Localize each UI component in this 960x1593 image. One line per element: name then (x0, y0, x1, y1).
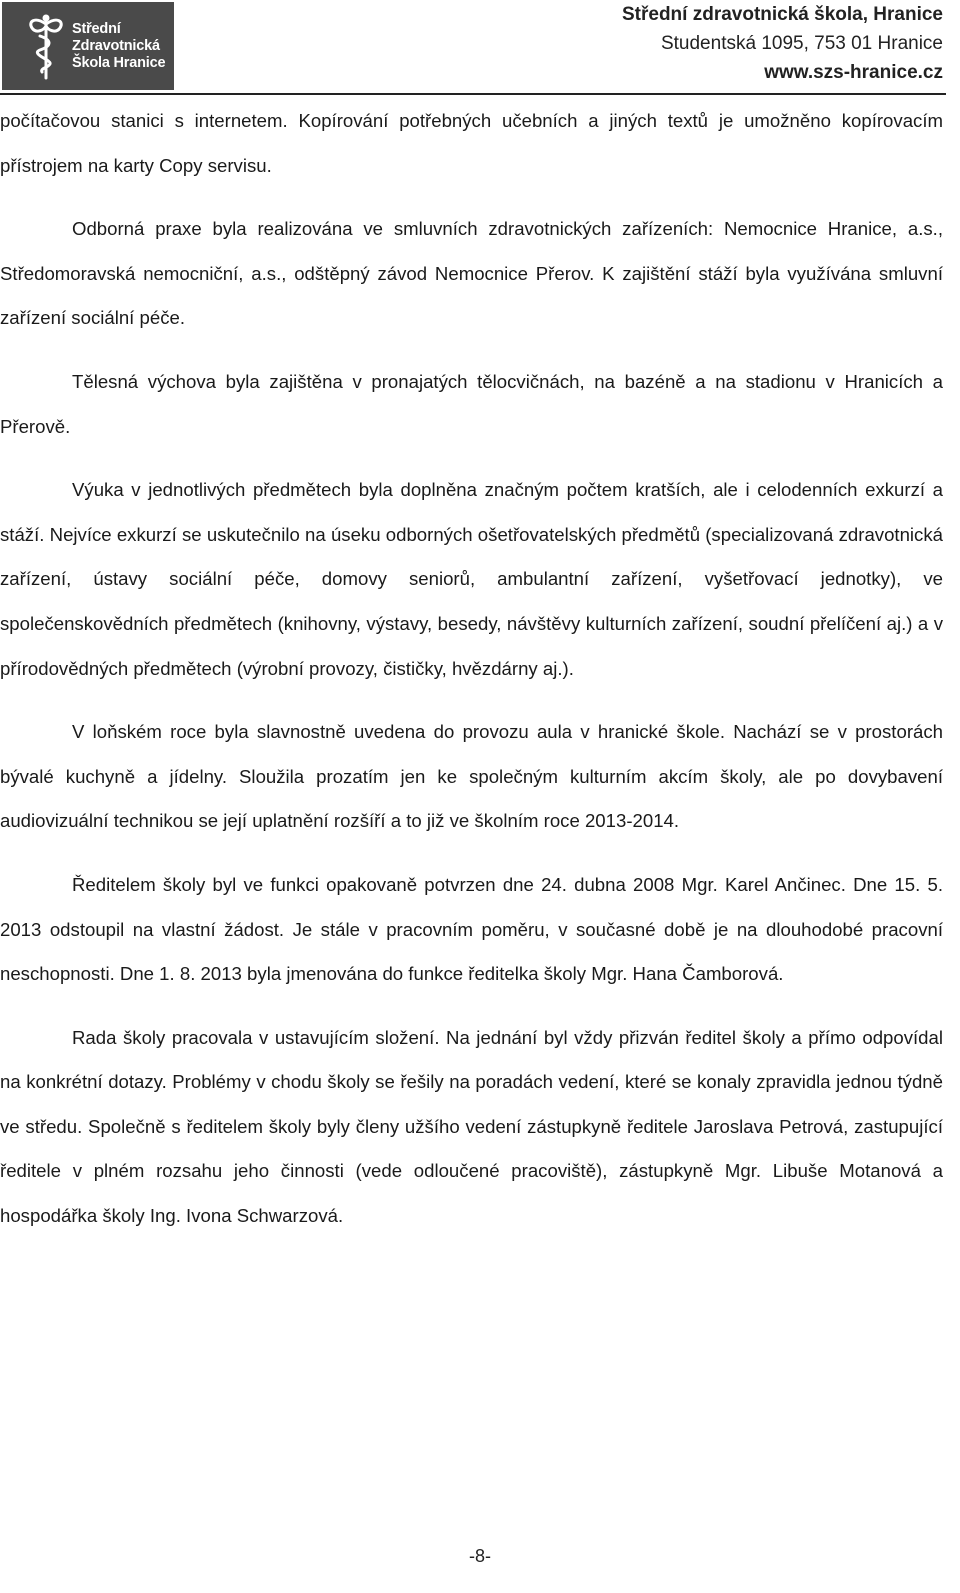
caduceus-icon (26, 10, 66, 82)
logo-line: Zdravotnická (72, 37, 160, 54)
paragraph-school-board: Rada školy pracovala v ustavujícím složení. Na jednání byl vždy přizván ředitel školy a přímo odpovídal na konkrétní dotazy. Problémy v chodu školy se řešily na poradách vedení, které se konaly zpravidla jednou týdně ve středu. Společně s ředitelem školy byly členy užšího vedení zástupkyně ředitele Jaroslava Petrová, zastupující ředitele v plném rozsahu jeho činnosti (vede odloučené pracoviště), zástupkyně Mgr. Libuše Motanová a hospodářka školy Ing. Ivona Schwarzová. (0, 1026, 943, 1227)
school-logo (2, 2, 174, 90)
school-contact-info (622, 0, 943, 87)
paragraph-physical-education: Tělesná výchova byla zajištěna v pronajatých tělocvičnách, na bazéně a na stadionu v Hranicích a Přerově. (0, 370, 943, 437)
school-name: Střední zdravotnická škola, Hranice (621, 4, 943, 25)
paragraph-aula: V loňském roce byla slavnostně uvedena do provozu aula v hranické škole. Nachází se v prostorách bývalé kuchyně a jídelny. Sloužila prozatím jen ke společným kulturním akcím školy, ale po dovybavení audiovizuální technikou se její uplatnění rozšíří a to již ve školním roce 2013-2014. (0, 721, 943, 832)
school-website: www.szs-hranice.cz (764, 62, 943, 83)
page-number-text: -8- (469, 1546, 491, 1566)
document-body (0, 80, 943, 1239)
paragraph-continued: počítačovou stanici s internetem. Kopírování potřebných učebních a jiných textů je umožněno kopírovacím přístrojem na karty Copy servisu. (0, 110, 943, 176)
logo-line: Škola Hranice (72, 54, 166, 71)
logo-text (72, 21, 165, 72)
page-number (0, 1546, 960, 1567)
paragraph-practice: Odborná praxe byla realizována ve smluvních zdravotnických zařízeních: Nemocnice Hranice, a.s., Středomoravská nemocniční, a.s., odštěpný závod Nemocnice Přerov. K zajištění stáží byla využívána smluvní zařízení sociální péče. (0, 218, 943, 329)
paragraph-director: Ředitelem školy byl ve funkci opakovaně potvrzen dne 24. dubna 2008 Mgr. Karel Ančinec. Dne 15. 5. 2013 odstoupil na vlastní žádost. Je stále v pracovním poměru, v současné době je na dlouhodobé pracovní neschopnosti. Dne 1. 8. 2013 byla jmenována do funkce ředitelka školy Mgr. Hana Čamborová. (0, 873, 943, 985)
logo-line: Střední (72, 20, 121, 37)
paragraph-excursions: Výuka v jednotlivých předmětech byla doplněna značným počtem kratších, ale i celodenních exkurzí a stáží. Nejvíce exkurzí se uskutečnilo na úseku odborných ošetřovatelských předmětů (specializovaná zdravotnická zařízení, ústavy sociální péče, domovy seniorů, ambulantní zařízení, vyšetřovací jednotky), ve společenskovědních předmětech (knihovny, výstavy, besedy, návštěvy kulturních zařízení, soudní přelíčení aj.) a v přírodovědných předmětech (výrobní provozy, čističky, hvězdárny aj.). (0, 479, 943, 679)
school-address: Studentská 1095, 753 01 Hranice (660, 33, 943, 54)
